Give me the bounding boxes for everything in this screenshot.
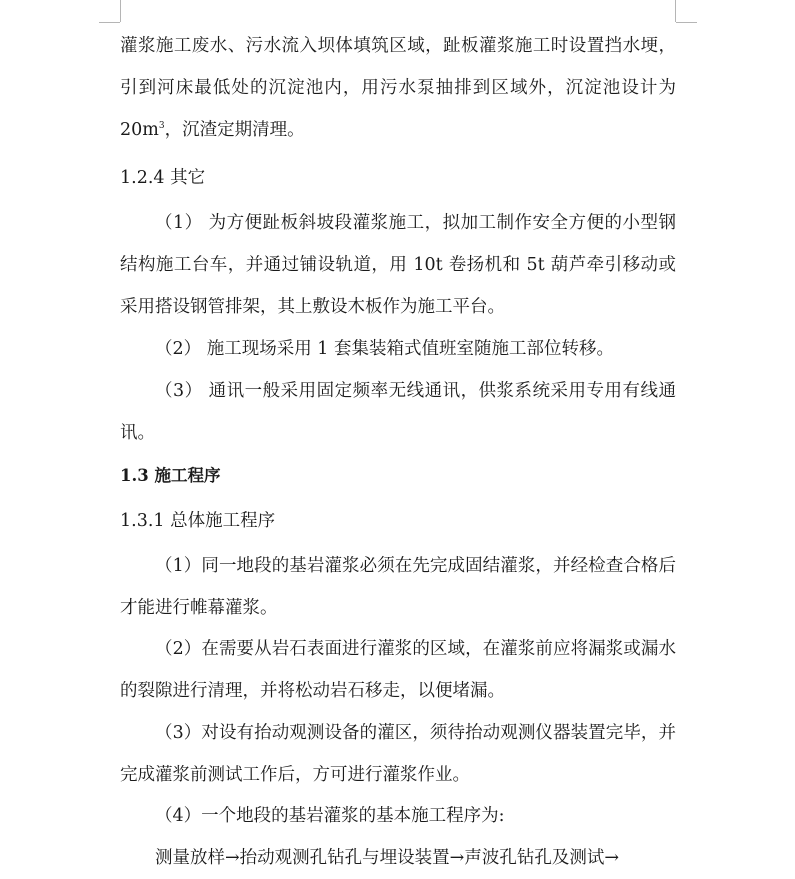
paragraph-procedure-3: （3）对设有抬动观测设备的灌区，须待抬动观测仪器装置完毕，并完成灌浆前测试工作后，方可进行灌浆作业。 xyxy=(120,723,676,785)
superscript-3: 3 xyxy=(158,121,165,131)
paragraph-procedure-4: （4）一个地段的基岩灌浆的基本施工程序为: xyxy=(155,806,505,826)
heading-1-2-4: 1.2.4 其它 xyxy=(120,168,206,188)
crop-mark-left-horizontal xyxy=(99,22,120,23)
paragraph-sequence: 测量放样→抬动观测孔钻孔与埋设装置→声波孔钻孔及测试→ xyxy=(155,848,619,868)
paragraph-procedure-2: （2）在需要从岩石表面进行灌浆的区域，在灌浆前应将漏浆或漏水的裂隙进行清理，并将松动岩石移走，以便堵漏。 xyxy=(120,639,676,701)
paragraph-wastewater: 灌浆施工废水、污水流入坝体填筑区域，趾板灌浆施工时设置挡水埂，引到河床最低处的沉淀池内，用污水泵抽排到区域外，沉淀池设计为$20m^3$，沉渣定期清理。 xyxy=(120,36,676,140)
heading-1-3: 1.3 施工程序 xyxy=(120,466,221,485)
heading-1-3-1: 1.3.1 总体施工程序 xyxy=(120,511,276,531)
crop-mark-right-vertical xyxy=(675,0,676,22)
crop-mark-right-horizontal xyxy=(676,22,697,23)
paragraph-item-3: （3） 通讯一般采用固定频率无线通讯，供浆系统采用专用有线通讯。 xyxy=(120,381,676,443)
paragraph-item-2: （2） 施工现场采用 1 套集装箱式值班室随施工部位转移。 xyxy=(155,339,614,359)
paragraph-item-1: （1） 为方便趾板斜坡段灌浆施工，拟加工制作安全方便的小型钢结构施工台车，并通过铺设轨道，用 10t 卷扬机和 5t 葫芦牵引移动或采用搭设钢管排架，其上敷设木板作为施工平台。 xyxy=(120,213,676,317)
crop-mark-left-vertical xyxy=(120,0,121,22)
paragraph-procedure-1: （1）同一地段的基岩灌浆必须在先完成固结灌浆，并经检查合格后才能进行帷幕灌浆。 xyxy=(120,556,676,618)
